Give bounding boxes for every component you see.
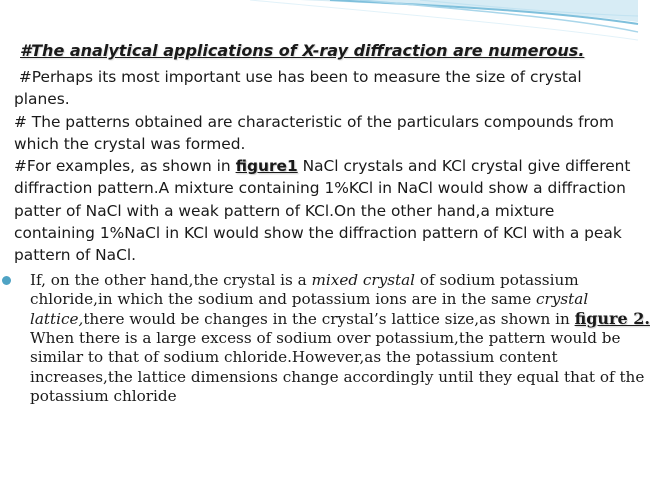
- paragraph-2: # The patterns obtained are characteristic of the particulars compounds from which the crystal was formed.: [14, 112, 614, 153]
- bullet-item: [14, 271, 650, 406]
- figure2-reference: figure 2.: [574, 309, 650, 329]
- bullet-text-1: If, on the other hand,the crystal is a: [30, 270, 312, 289]
- bullet-italic-mixed-crystal: mixed crystal: [311, 270, 416, 289]
- slide-content: [14, 40, 650, 406]
- bullet-text-2: of sodium potassium chloride,in which the sodium and potassium ions are in the same: [30, 270, 579, 308]
- bullet-text-4: When there is a large excess of sodium over potassium,the pattern would be similar to that of sodium chloride.However,as the potassium content increases,the lattice dimensions change accordingly until they equal that of the potassium chloride: [30, 329, 645, 405]
- bullet-text-3: there would be changes in the crystal’s lattice size,as shown in: [83, 310, 575, 329]
- paragraph-3-before: #For examples, as shown in: [14, 157, 236, 176]
- paragraph-1: [14, 66, 636, 111]
- slide-heading: #The analytical applications of X-ray diffraction are numerous.: [20, 41, 585, 60]
- bullet-icon: [2, 276, 11, 285]
- bullet-italic-crystal-lattice: crystal lattice,: [30, 289, 589, 329]
- paragraph-3: [14, 155, 636, 266]
- figure1-reference: figure1: [235, 157, 298, 176]
- paragraph-1-text: #Perhaps its most important use has been to measure the size of crystal planes.: [14, 68, 582, 109]
- paragraph-3-after: NaCl crystals and KCl crystal give different diffraction pattern.A mixture containing 1%KCl in NaCl would show a diffraction patter of NaCl with a weak pattern of KCl.On the other hand,a mixture containing 1%NaCl in KCl would show the diffraction pattern of KCl with a peak pattern of NaCl.: [14, 157, 631, 265]
